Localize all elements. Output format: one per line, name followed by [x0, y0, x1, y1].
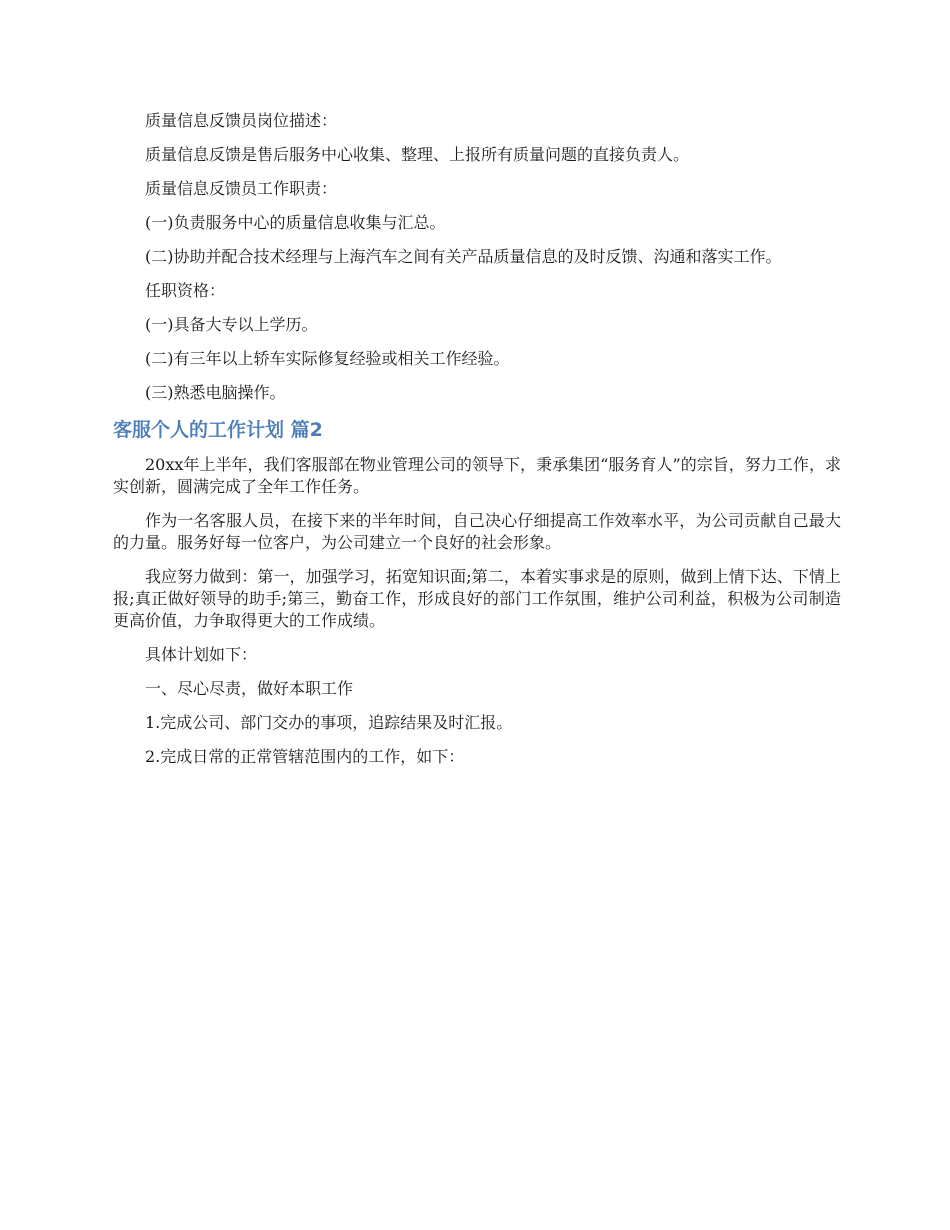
paragraph-plan-title: 具体计划如下： — [145, 645, 258, 664]
section-heading: 客服个人的工作计划 篇2 — [113, 419, 323, 441]
paragraph-resolution: 作为一名客服人员，在接下来的半年时间，自己决心仔细提高工作效率水平，为公司贡献自己最大的力量。服务好每一位客户，为公司建立一个良好的社会形象。 — [113, 511, 841, 552]
paragraph-duty-1: (一)负责服务中心的质量信息收集与汇总。 — [145, 213, 446, 232]
paragraph-plan-subitem-2: 2.完成日常的正常管辖范围内的工作，如下： — [145, 747, 465, 766]
paragraph-plan-item-1: 一、尽心尽责，做好本职工作 — [145, 679, 354, 698]
paragraph-goals: 我应努力做到：第一，加强学习，拓宽知识面;第二，本着实事求是的原则，做到上情下达、下情上报;真正做好领导的助手;第三，勤奋工作，形成良好的部门工作氛围，维护公司利益，积极为公司制造更高价值，力争取得更大的工作成绩。 — [113, 567, 841, 630]
paragraph-intro: 20xx年上半年，我们客服部在物业管理公司的领导下，秉承集团“服务育人”的宗旨，努力工作，求实创新，圆满完成了全年工作任务。 — [113, 455, 841, 496]
paragraph-qualification-3: (三)熟悉电脑操作。 — [145, 383, 286, 402]
paragraph-qualification-1: (一)具备大专以上学历。 — [145, 315, 318, 334]
paragraph-duties-title: 质量信息反馈员工作职责： — [145, 179, 338, 198]
paragraph-duty-2: (二)协助并配合技术经理与上海汽车之间有关产品质量信息的及时反馈、沟通和落实工作。 — [145, 247, 782, 266]
paragraph-job-description: 质量信息反馈是售后服务中心收集、整理、上报所有质量问题的直接负责人。 — [145, 145, 690, 164]
paragraph-job-description-title: 质量信息反馈员岗位描述： — [145, 111, 338, 130]
paragraph-qualifications-title: 任职资格： — [145, 281, 226, 300]
document-body — [113, 110, 841, 780]
paragraph-qualification-2: (二)有三年以上轿车实际修复经验或相关工作经验。 — [145, 349, 510, 368]
paragraph-plan-subitem-1: 1.完成公司、部门交办的事项，追踪结果及时汇报。 — [145, 713, 513, 732]
